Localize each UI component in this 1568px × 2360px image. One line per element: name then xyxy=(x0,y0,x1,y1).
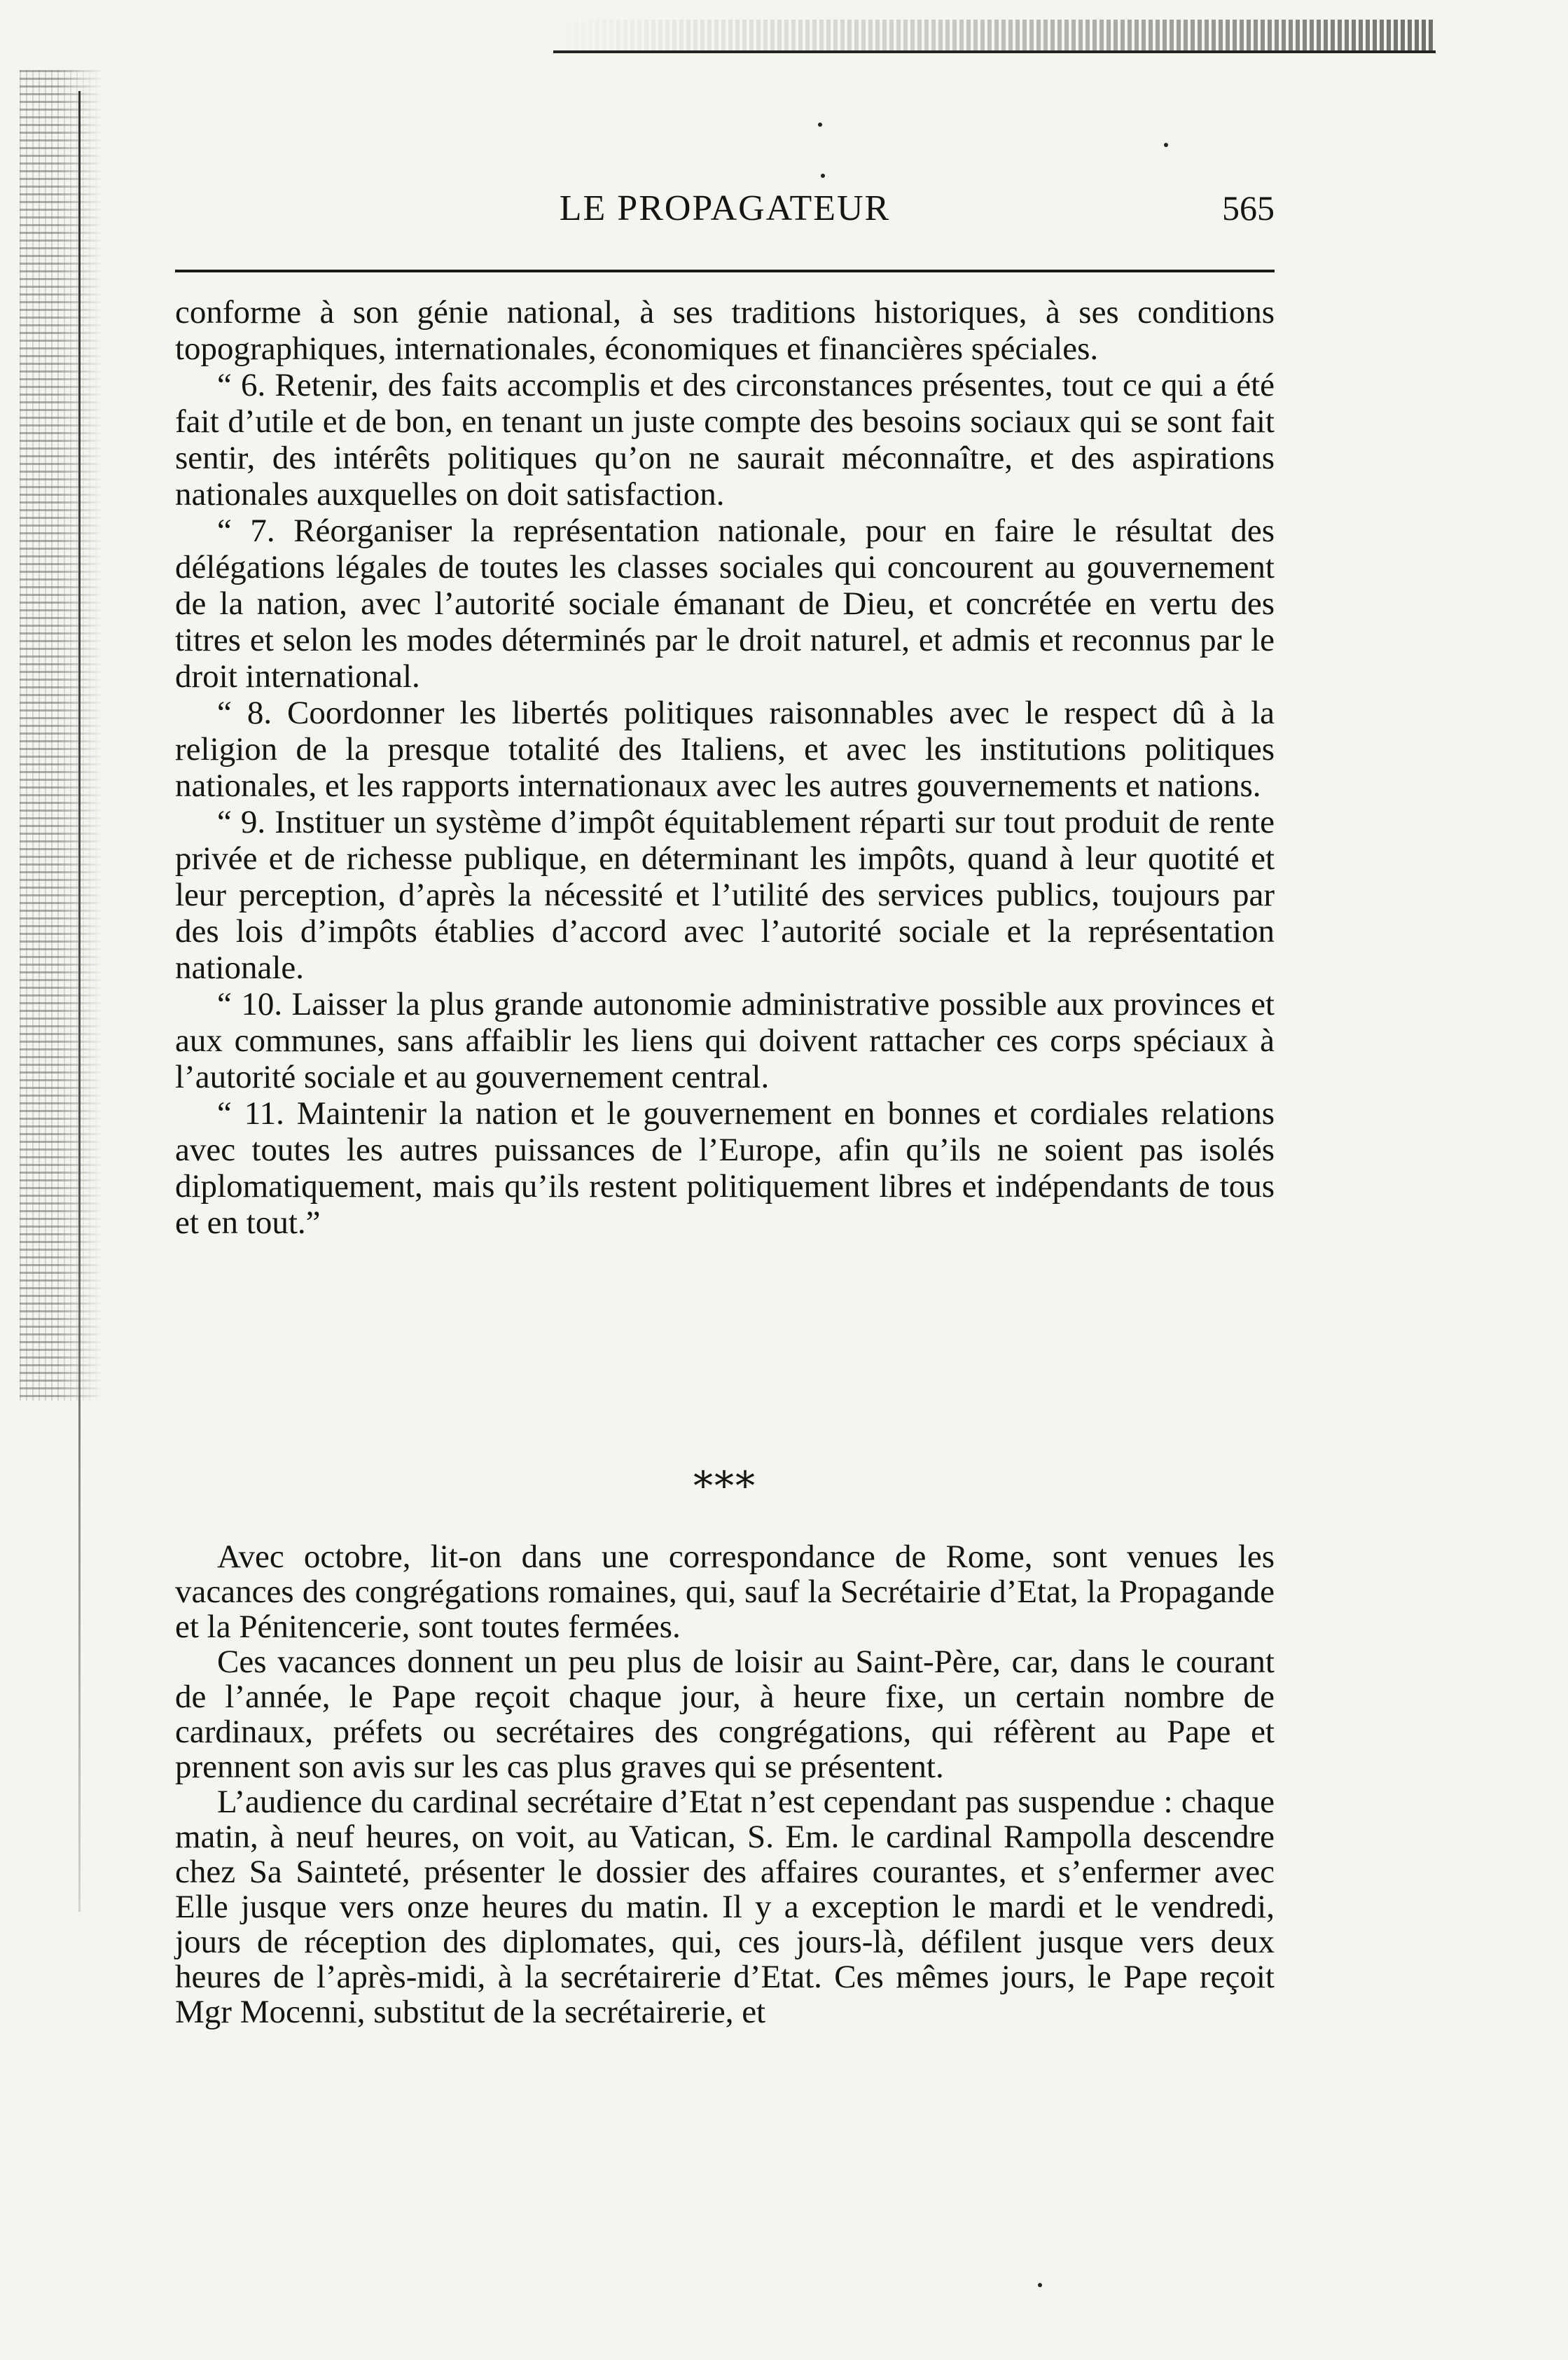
paragraph: L’audience du cardinal secrétaire d’Etat n’est cependant pas suspendue : chaque matin, à neuf heures, on voit, au Vatican, S. Em. le cardinal Rampolla descendre chez Sa Sainteté, présenter le dossier des affaires courantes, et s’enfermer avec Elle jusque vers onze heures du matin. Il y a exception le mardi et le vendredi, jours de réception des diplomates, qui, ces jours-là, défilent jusque vers deux heures de l’après-midi, à la secrétairerie d’Etat. Ces mêmes jours, le Pape reçoit Mgr Mocenni, substitut de la secrétairerie, et xyxy=(175,1784,1275,2030)
paragraph: “ 10. Laisser la plus grande autonomie administrative possible aux provinces et aux communes, sans affaiblir les liens qui doivent rattacher ces corps spéciaux à l’autorité sociale et au gouvernement central. xyxy=(175,986,1275,1095)
top-rule xyxy=(553,50,1436,53)
running-header xyxy=(175,188,1275,237)
scan-smudge xyxy=(553,20,1436,50)
ink-speck xyxy=(1164,143,1168,147)
paragraph: “ 11. Maintenir la nation et le gouvernement en bonnes et cordiales relations avec toutes les autres puissances de l’Europe, afin qu’ils ne soient pas isolés diplomatiquement, mais qu’ils restent politiquement libres et indépendants de tous et en tout.” xyxy=(175,1095,1275,1241)
binding-line xyxy=(78,91,81,1912)
paragraph: “ 9. Instituer un système d’impôt équitablement réparti sur tout produit de rente privée et de richesse publique, en déterminant les impôts, quand à leur quotité et leur perception, d’après la nécessité et l’utilité des services publics, toujours par des lois d’impôts établies d’accord avec l’autorité sociale et la représentation nationale. xyxy=(175,804,1275,986)
ink-speck xyxy=(1038,2283,1042,2287)
article-body-part-1 xyxy=(175,294,1275,1241)
article-body-part-2 xyxy=(175,1539,1275,2029)
binding-edge xyxy=(20,70,104,1401)
running-title: LE PROPAGATEUR xyxy=(559,188,891,228)
page-number: 565 xyxy=(1222,188,1275,228)
ink-speck xyxy=(818,123,822,127)
asterism-separator: *** xyxy=(693,1464,756,1509)
ink-speck xyxy=(821,174,825,178)
paragraph: conforme à son génie national, à ses traditions historiques, à ses conditions topographiques, internationales, économiques et financières spéciales. xyxy=(175,294,1275,367)
paragraph: Ces vacances donnent un peu plus de loisir au Saint-Père, car, dans le courant de l’année, le Pape reçoit chaque jour, à heure fixe, un certain nombre de cardinaux, préfets ou secrétaires des congrégations, qui réfèrent au Pape et prennent son avis sur les cas plus graves qui se présentent. xyxy=(175,1644,1275,1785)
paragraph: “ 8. Coordonner les libertés politiques raisonnables avec le respect dû à la religion de la presque totalité des Italiens, et avec les institutions politiques nationales, et les rapports internationaux avec les autres gouvernements et nations. xyxy=(175,695,1275,804)
paragraph: “ 7. Réorganiser la représentation nationale, pour en faire le résultat des délégations légales de toutes les classes sociales qui concourent au gouvernement de la nation, avec l’autorité sociale émanant de Dieu, et concrétée en vertu des titres et selon les modes déterminés par le droit naturel, et admis et reconnus par le droit international. xyxy=(175,513,1275,695)
paragraph: “ 6. Retenir, des faits accomplis et des circonstances présentes, tout ce qui a été fait d’utile et de bon, en tenant un juste compte des besoins sociaux qui se sont fait sentir, des intérêts politiques qu’on ne saurait méconnaître, et des aspirations nationales auxquelles on doit satisfaction. xyxy=(175,367,1275,513)
header-rule xyxy=(175,270,1275,272)
paragraph: Avec octobre, lit-on dans une correspondance de Rome, sont venues les vacances des congrégations romaines, qui, sauf la Secrétairie d’Etat, la Propagande et la Pénitencerie, sont toutes fermées. xyxy=(175,1539,1275,1645)
